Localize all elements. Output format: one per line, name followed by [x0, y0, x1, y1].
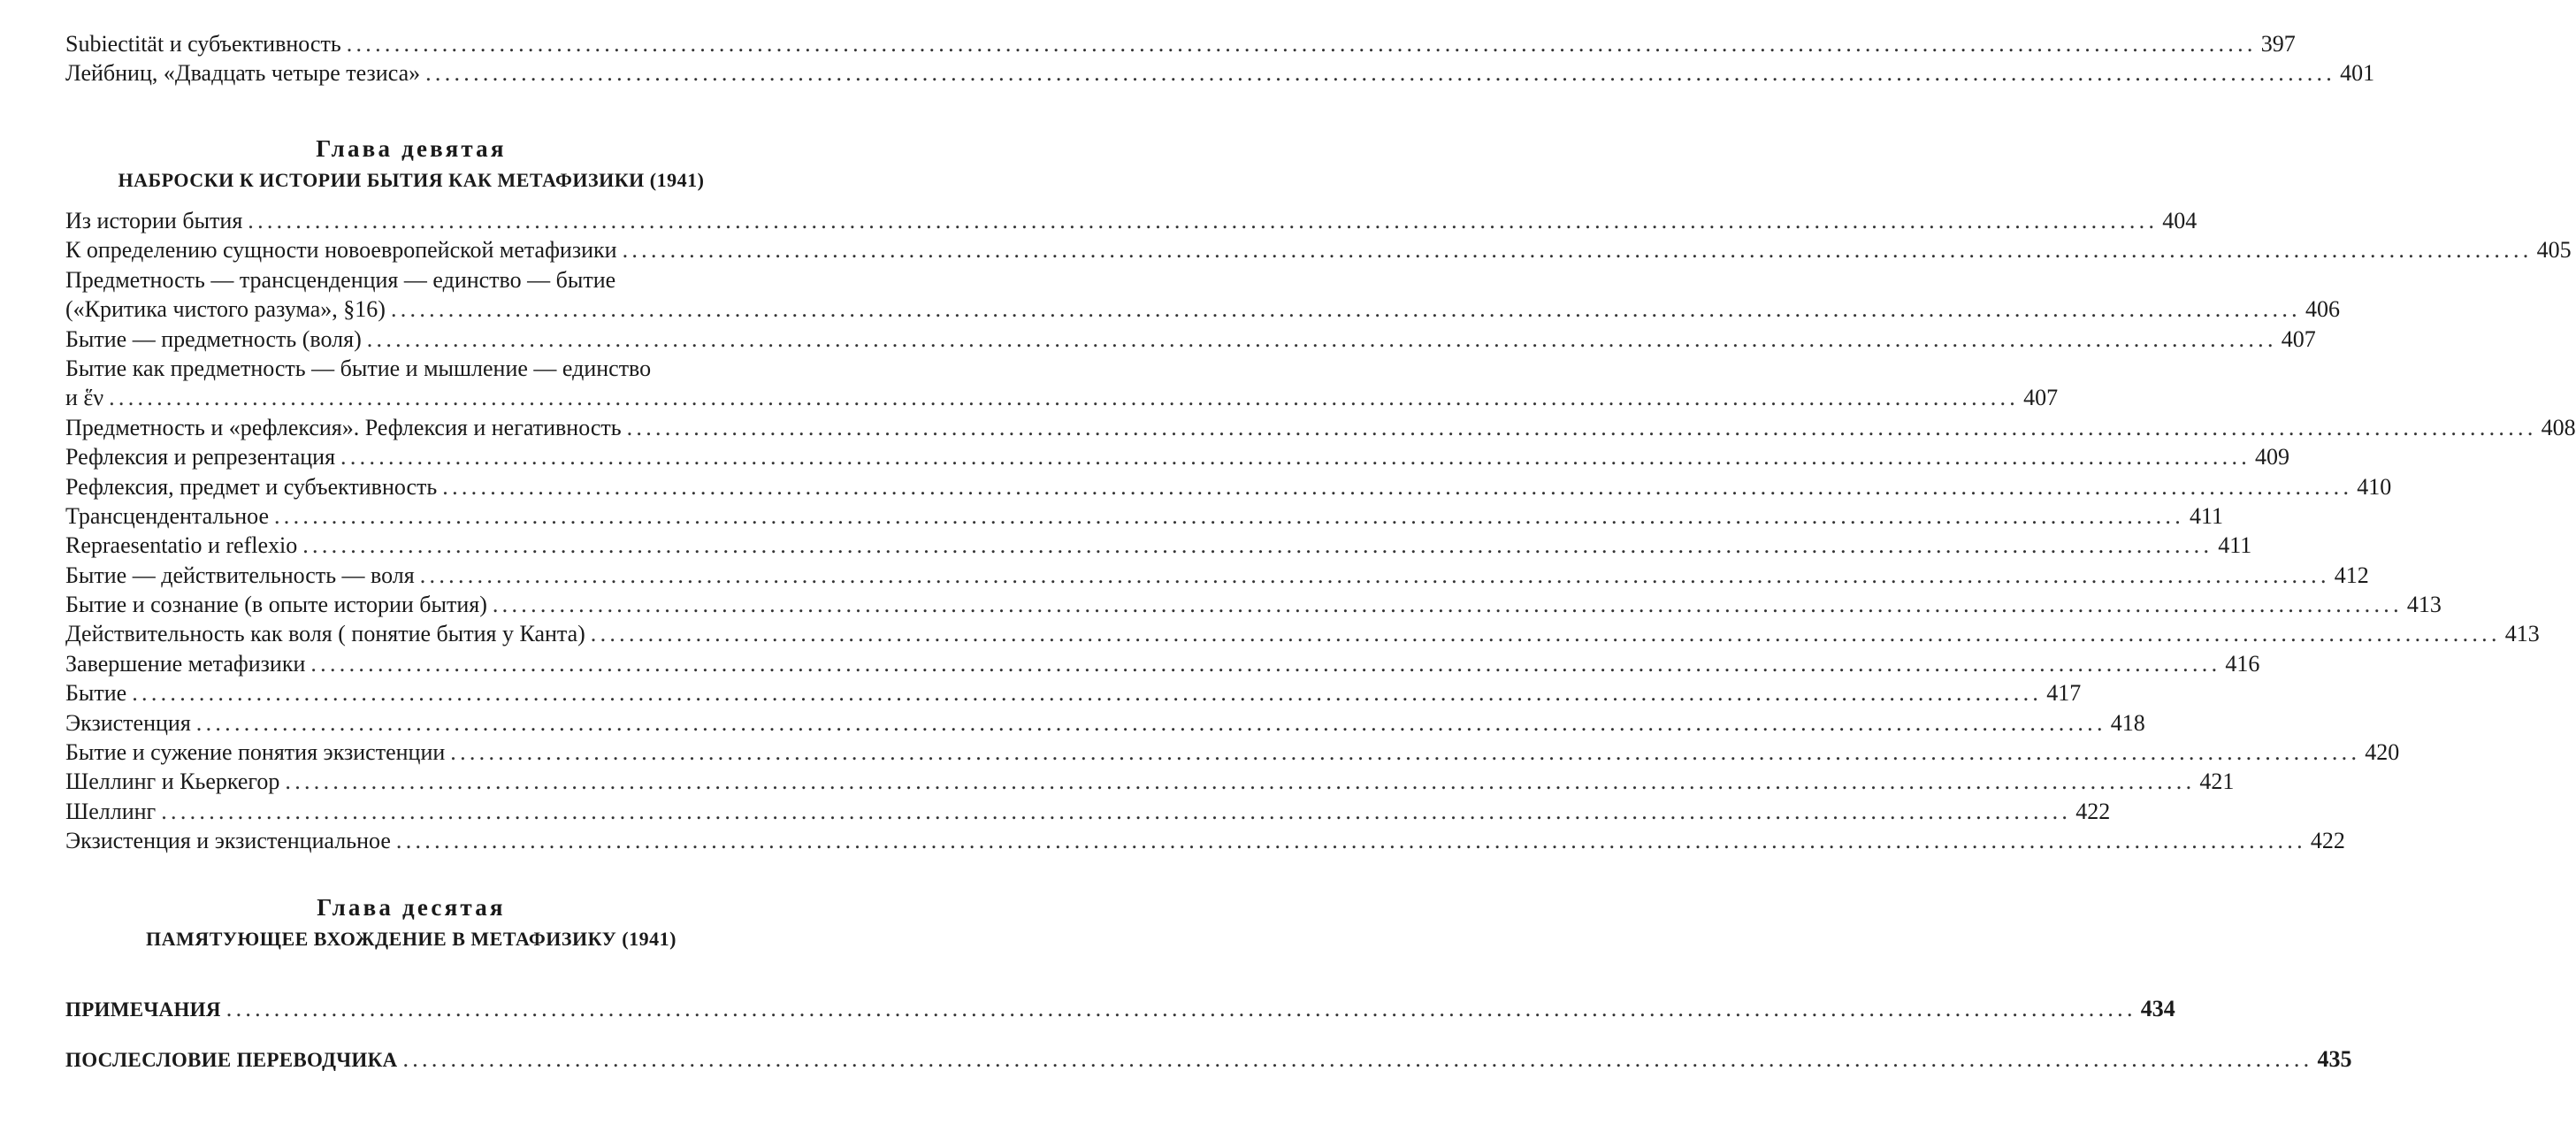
entry-page: 408	[2541, 414, 2576, 440]
entry-page: 405	[2536, 237, 2572, 264]
entry-page: 435	[2317, 1046, 2352, 1072]
leader-dots: ........................................................................................................................................................................................................	[442, 473, 2353, 500]
entry-title: и ἕν	[65, 385, 104, 411]
entry-title: Subiectität и субъективность	[65, 31, 341, 57]
leader-dots: ........................................................................................................................................................................................................	[402, 1046, 2313, 1072]
toc-entry	[65, 472, 2392, 501]
chapter-10-heading	[0, 891, 822, 955]
leader-dots: ........................................................................................................................................................................................................	[450, 739, 2361, 766]
leader-dots: ........................................................................................................................................................................................................	[590, 621, 2501, 647]
entry-title: ПОСЛЕСЛОВИЕ ПЕРЕВОДЧИКА	[65, 1049, 398, 1071]
toc-entry	[65, 58, 2375, 88]
chapter-9-entries	[65, 206, 2576, 856]
entry-page: 417	[2046, 680, 2082, 707]
toc-entry	[65, 708, 2145, 738]
entry-page: 413	[2406, 592, 2442, 618]
leader-dots: ........................................................................................................................................................................................................	[346, 31, 2257, 57]
entry-title: Предметность и «рефлексия». Рефлексия и негативность	[65, 414, 622, 440]
toc-entry	[65, 206, 2198, 235]
chapter-label: Глава десятая	[317, 894, 506, 921]
leader-dots: ........................................................................................................................................................................................................	[622, 237, 2533, 264]
entry-page: 420	[2365, 739, 2400, 766]
toc-entry	[65, 619, 2540, 648]
entry-title: ПРИМЕЧАНИЯ	[65, 998, 221, 1021]
toc-entry	[65, 797, 2111, 826]
toc-entry	[65, 531, 2252, 560]
entry-title: Бытие	[65, 680, 127, 707]
leader-dots: ........................................................................................................................................................................................................	[302, 532, 2213, 559]
toc-entry	[65, 994, 2175, 1023]
entry-page: 407	[2281, 325, 2316, 352]
toc-entry	[65, 767, 2235, 796]
entry-page: 422	[2075, 798, 2111, 824]
entry-page: 409	[2255, 444, 2290, 470]
toc-entry	[65, 826, 2345, 855]
leader-dots: ........................................................................................................................................................................................................	[195, 709, 2106, 736]
toc-entry	[65, 649, 2260, 678]
entry-page: 397	[2260, 31, 2296, 57]
leader-dots: ........................................................................................................................................................................................................	[626, 414, 2537, 440]
toc-entry	[65, 738, 2400, 767]
chapter-9-heading	[0, 133, 822, 196]
entry-title: Бытие и сознание (в опыте истории бытия)	[65, 592, 487, 618]
toc-entry	[65, 29, 2296, 58]
entry-title: Шеллинг	[65, 798, 157, 824]
entry-page: 421	[2199, 769, 2235, 795]
leader-dots: ........................................................................................................................................................................................................	[161, 798, 2072, 824]
entry-title-line1: Бытие как предметность — бытие и мышление — единство	[65, 355, 652, 381]
entry-page: 434	[2140, 996, 2175, 1021]
entry-title: К определению сущности новоевропейской метафизики	[65, 237, 617, 264]
entry-page: 418	[2110, 709, 2145, 736]
leader-dots: ........................................................................................................................................................................................................	[225, 996, 2136, 1021]
back-matter	[65, 1044, 2352, 1074]
leader-dots: ........................................................................................................................................................................................................	[390, 296, 2301, 323]
leader-dots: ........................................................................................................................................................................................................	[492, 592, 2403, 618]
toc-entry	[65, 413, 2576, 442]
toc-entry	[65, 235, 2572, 264]
entry-title: Бытие и сужение понятия экзистенции	[65, 739, 446, 766]
entry-title: Действительность как воля ( понятие бытия у Канта)	[65, 621, 585, 647]
entry-page: 412	[2334, 562, 2369, 588]
entry-title: Экзистенция	[65, 709, 191, 736]
leader-dots: ........................................................................................................................................................................................................	[285, 769, 2196, 795]
entry-page: 422	[2310, 828, 2345, 854]
toc-entry	[65, 678, 2082, 708]
leader-dots: ........................................................................................................................................................................................................	[248, 208, 2159, 233]
chapter-title: ПАМЯТУЮЩЕЕ ВХОЖДЕНИЕ В МЕТАФИЗИКУ (1941)	[146, 928, 676, 950]
entry-title: Бытие — действительность — воля	[65, 562, 415, 588]
entry-title: Бытие — предметность (воля)	[65, 325, 362, 352]
toc-entry	[65, 1044, 2352, 1074]
entry-title: Рефлексия и репрезентация	[65, 444, 336, 470]
entry-page: 401	[2340, 60, 2375, 87]
entry-page: 410	[2357, 473, 2392, 500]
entry-title: Из истории бытия	[65, 208, 243, 233]
entry-page: 404	[2162, 208, 2198, 233]
leader-dots: ........................................................................................................................................................................................................	[366, 325, 2277, 352]
leader-dots: ........................................................................................................................................................................................................	[274, 502, 2184, 529]
entry-page: 416	[2225, 650, 2260, 677]
entry-title: («Критика чистого разума», §16)	[65, 296, 386, 323]
toc-entry	[65, 294, 2340, 324]
leader-dots: ........................................................................................................................................................................................................	[109, 385, 2020, 411]
leader-dots: ........................................................................................................................................................................................................	[419, 562, 2330, 588]
leader-dots: ........................................................................................................................................................................................................	[395, 828, 2306, 854]
toc-entry	[65, 561, 2369, 590]
toc-entry	[65, 325, 2316, 354]
toc-entry	[65, 442, 2290, 471]
back-matter	[65, 994, 2175, 1023]
entry-title: Repraesentatio и reflexio	[65, 532, 298, 559]
toc-top-section	[65, 29, 2375, 88]
entry-page: 411	[2189, 502, 2223, 529]
entry-title: Рефлексия, предмет и субъективность	[65, 473, 438, 500]
entry-page: 413	[2504, 621, 2540, 647]
toc-entry	[65, 383, 2059, 412]
entry-title: Экзистенция и экзистенциальное	[65, 828, 391, 854]
chapter-label: Глава девятая	[316, 135, 507, 162]
leader-dots: ........................................................................................................................................................................................................	[310, 650, 2221, 677]
entry-title: Завершение метафизики	[65, 650, 306, 677]
entry-title: Трансцендентальное	[65, 502, 269, 529]
entry-page: 407	[2023, 385, 2059, 411]
entry-title: Шеллинг и Кьеркегор	[65, 769, 280, 795]
chapter-title: НАБРОСКИ К ИСТОРИИ БЫТИЯ КАК МЕТАФИЗИКИ (1941)	[118, 169, 705, 191]
leader-dots: ........................................................................................................................................................................................................	[340, 444, 2251, 470]
leader-dots: ........................................................................................................................................................................................................	[425, 60, 2336, 87]
entry-page: 411	[2218, 532, 2252, 559]
entry-title: Лейбниц, «Двадцать четыре тезиса»	[65, 60, 421, 87]
entry-title-line1: Предметность — трансценденция — единство — бытие	[65, 266, 616, 293]
leader-dots: ........................................................................................................................................................................................................	[132, 680, 2043, 707]
entry-page: 406	[2305, 296, 2340, 323]
toc-entry	[65, 590, 2442, 619]
toc-entry	[65, 501, 2223, 531]
